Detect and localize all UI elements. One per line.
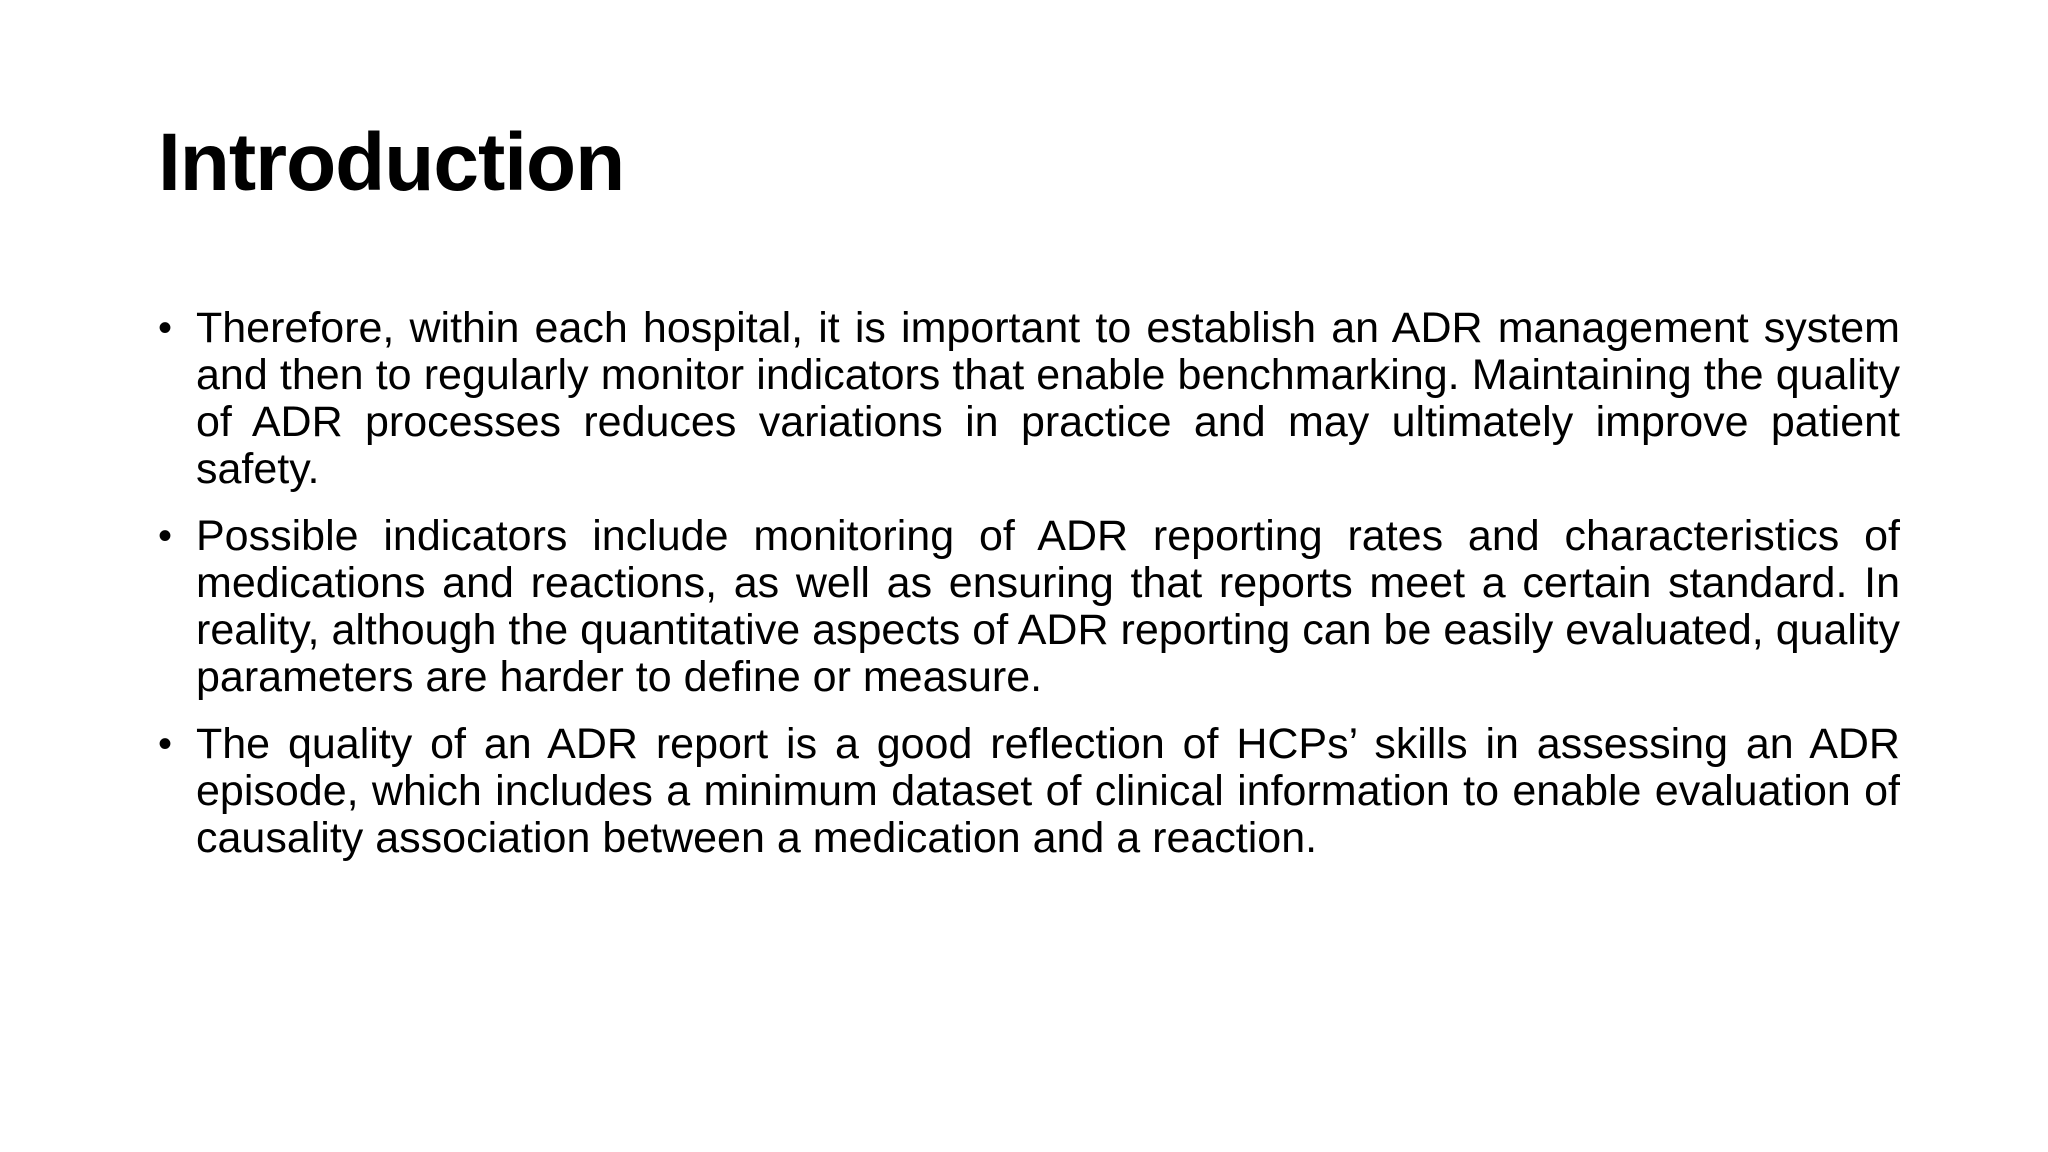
- bullet-dot-icon: •: [158, 722, 173, 766]
- bullet-dot-icon: •: [158, 514, 173, 558]
- bullet-item-3: [158, 721, 1900, 862]
- bullet-item-1: [158, 305, 1900, 493]
- bullet-text-3: The quality of an ADR report is a good reflection of HCPs’ skills in assessing an ADR episode, which includes a minimum dataset of clinical information to enable evaluation of causality association between a medication and a reaction.: [196, 720, 1900, 862]
- bullet-text-2: Possible indicators include monitoring of ADR reporting rates and characteristics of medications and reactions, as well as ensuring that reports meet a certain standard. In reality, although the quantitative aspects of ADR reporting can be easily evaluated, quality parameters are harder to define or measure.: [196, 512, 1900, 701]
- bullet-dot-icon: •: [158, 306, 173, 350]
- bullet-item-2: [158, 513, 1900, 701]
- slide-title: Introduction: [158, 117, 625, 208]
- bullet-list: [158, 305, 1900, 882]
- bullet-text-1: Therefore, within each hospital, it is important to establish an ADR management system and then to regularly monitor indicators that enable benchmarking. Maintaining the quality of ADR processes reduces variations in practice and may ultimately improve patient safety.: [196, 304, 1900, 493]
